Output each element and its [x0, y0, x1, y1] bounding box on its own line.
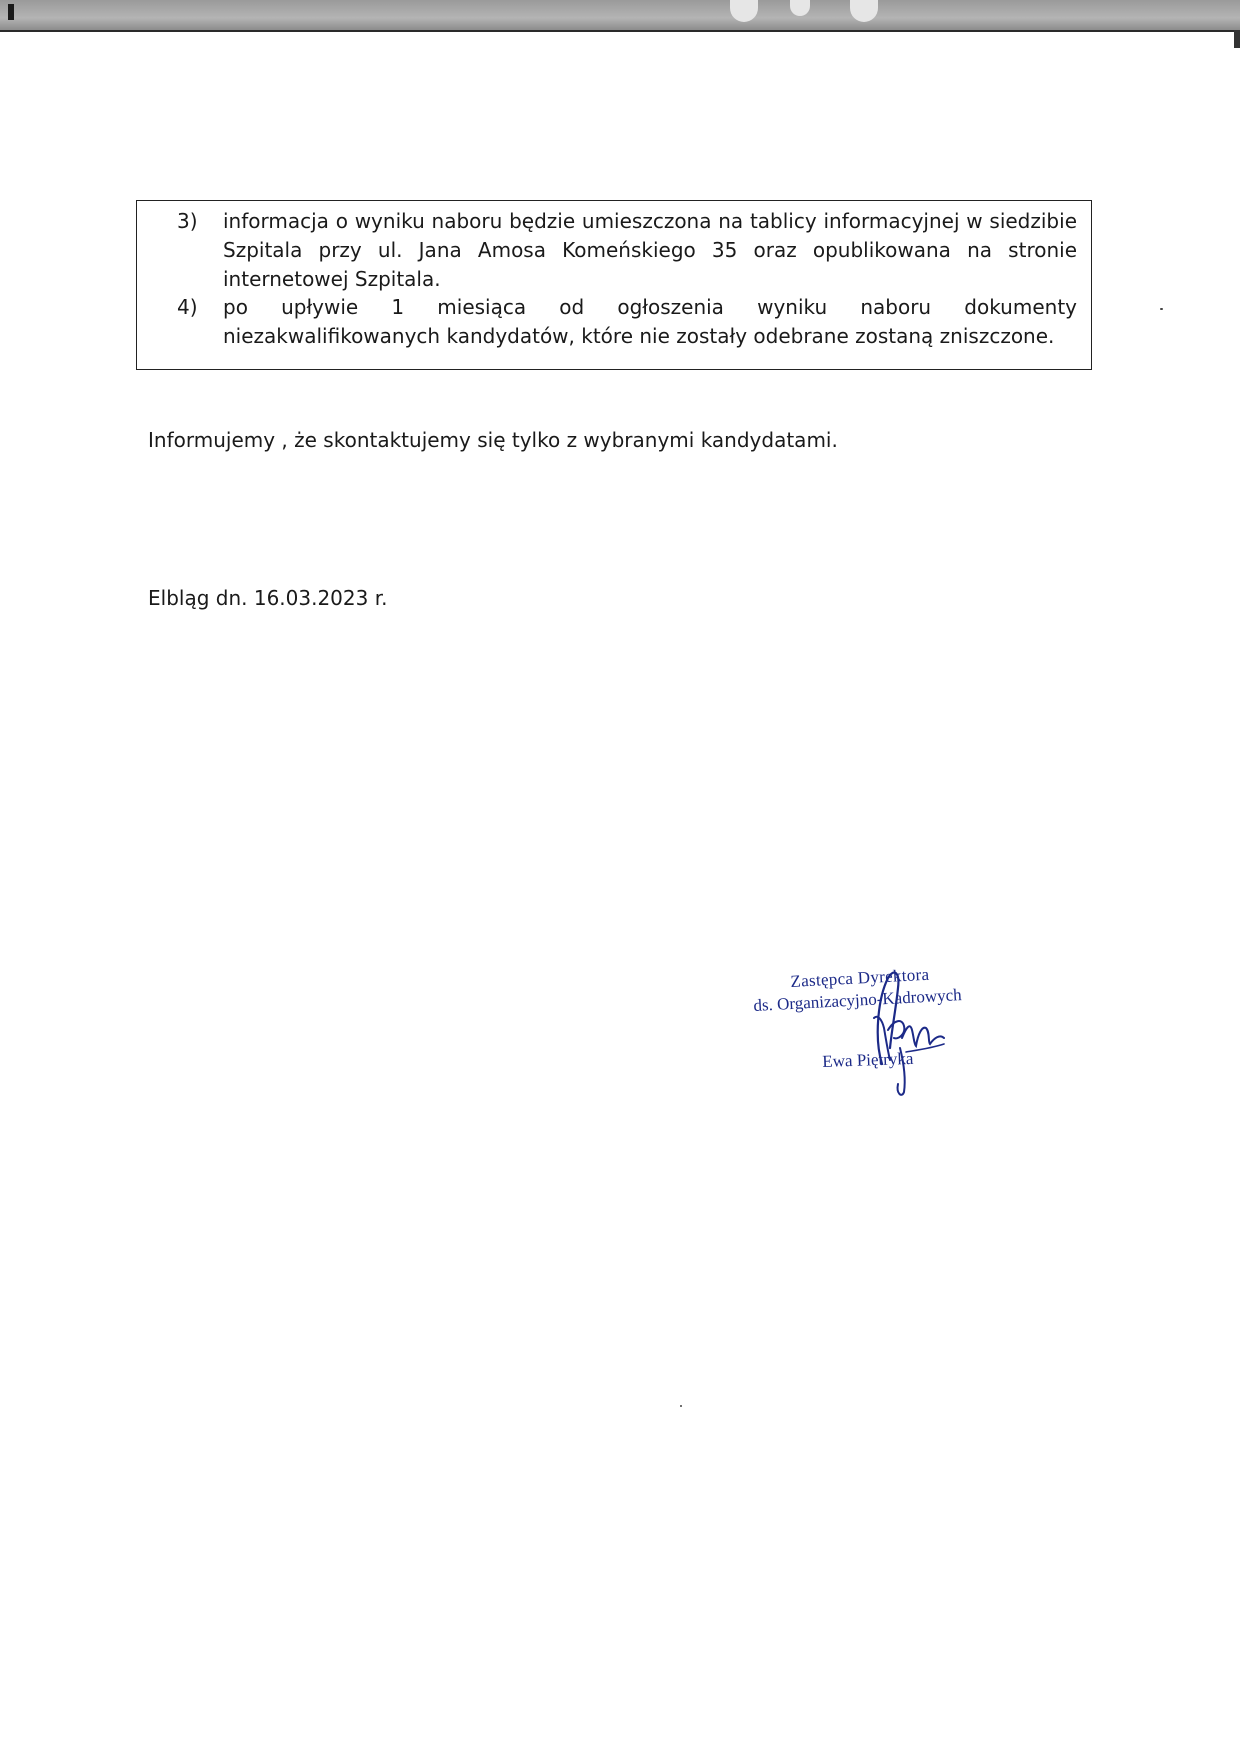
scan-artifact-edge [1234, 30, 1240, 48]
contact-info-text: Informujemy , że skontaktujemy się tylko z wybranymi kandydatami. [148, 428, 838, 452]
item-text: informacja o wyniku naboru będzie umieszczona na tablicy informacyjnej w siedzibie Szpitala przy ul. Jana Amosa Komeńskiego 35 oraz opublikowana na stronie internetowej Szpitala. [223, 209, 1077, 291]
item-number: 3) [177, 209, 198, 233]
stamp-title: Zastępca Dyrektora [790, 964, 930, 991]
notice-item-3 [177, 207, 1077, 294]
punch-hole [730, 0, 758, 22]
stamp-department: ds. Organizacyjno-Kadrowych [753, 985, 963, 1015]
item-number: 4) [177, 295, 198, 319]
scan-border-top [0, 0, 1240, 32]
notice-item-4 [177, 293, 1077, 351]
handwritten-signature [844, 968, 954, 1098]
stamp-name: Ewa Piętryka [822, 1048, 914, 1071]
scan-speck [680, 1405, 682, 1407]
place-date-line: Elbląg dn. 16.03.2023 r. [148, 586, 388, 610]
punch-hole [790, 0, 810, 16]
notice-box [136, 200, 1092, 370]
scan-artifact-mark [8, 4, 14, 20]
punch-hole [850, 0, 878, 22]
scan-speck [1160, 308, 1163, 310]
item-text: po upływie 1 miesiąca od ogłoszenia wyniku naboru dokumenty niezakwalifikowanych kandydatów, które nie zostały odebrane zostaną zniszczone. [223, 295, 1077, 348]
official-stamp [748, 964, 1028, 1098]
